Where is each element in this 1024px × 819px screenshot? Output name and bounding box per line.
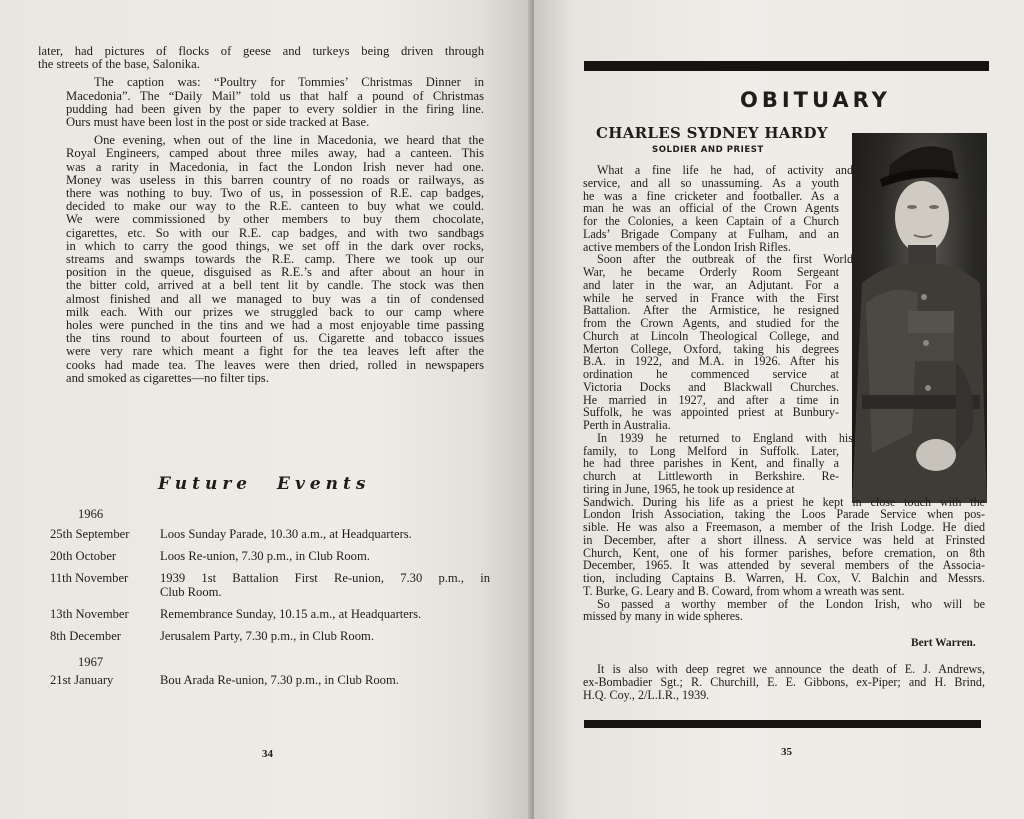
text-line: So passed a worthy member of the London Irish, who will be: [597, 596, 985, 611]
memoir-line: cooks had made tea. The leaves were then dried, rolled in newspapers: [66, 357, 484, 372]
memoir-line: Money was useless in this barren country of no roads or railways, as: [66, 172, 484, 187]
page-number-right: 35: [781, 746, 792, 758]
text-line: ordination he commenced service at: [583, 367, 839, 381]
memoir-line: One evening, when out of the line in Macedonia, we heard that the: [94, 133, 484, 148]
event-description-line: Loos Re-union, 7.30 p.m., in Club Room.: [160, 549, 370, 563]
text-line: tiring in June, 1965, he took up residence at: [583, 481, 795, 496]
future-events-heading: Future Events: [158, 474, 371, 494]
text-line: sible. He was also a Freemason, a member of the Irish Lodge. He died: [583, 520, 985, 534]
memoir-line: were very rare which meant a fight for the tea leaves left after the: [66, 344, 484, 359]
year-label-1967: 1967: [78, 655, 104, 669]
text-line: family, to Long Melford in Suffolk. Later,: [583, 443, 839, 458]
text-line: H.Q. Coy., 2/L.I.R., 1939.: [583, 688, 710, 702]
text-line: he was a fine cricketer and footballer. As a: [583, 188, 839, 203]
text-line: ex-Bombadier Sgt.; R. Churchill, E. E. Gibbons, ex-Piper; and H. Brind,: [583, 675, 985, 689]
event-date: 21st January: [50, 673, 114, 687]
text-line: Suffolk, he was appointed priest at Bunbury-: [583, 405, 839, 420]
text-line: B.A. in 1922, and M.A. in 1926. After his: [583, 354, 839, 369]
event-date: 25th September: [50, 527, 130, 541]
memoir-text: [38, 45, 484, 385]
memoir-line: almost finished and all we managed to buy was a tin of condensed: [66, 291, 484, 306]
text-line: What a fine life he had, of activity and: [597, 163, 853, 177]
year-label-1966: 1966: [78, 507, 104, 521]
bottom-rule: [584, 720, 981, 728]
text-line: War, he became Orderly Room Sergeant: [583, 265, 839, 279]
text-line: church at Littleworth in Berkshire. Re-: [583, 469, 839, 483]
memoir-line: and smoked as cigarettes—no filter tips.: [66, 370, 269, 385]
text-line: Merton College, Oxford, taking his degrees: [583, 341, 839, 356]
memoir-line: The caption was: “Poultry for Tommies’ Christmas Dinner in: [94, 75, 484, 90]
deceased-subtitle: SOLDIER AND PRIEST: [652, 145, 764, 155]
memoir-line: We were commissioned by other members to buy them chocolate,: [66, 212, 484, 227]
obituary-heading: OBITUARY: [740, 88, 891, 112]
text-line: active members of the London Irish Rifles.: [583, 239, 791, 254]
event-description: [160, 673, 490, 687]
memoir-paragraph: [38, 76, 484, 129]
text-line: T. Burke, G. Leary and B. Coward, from whom a wreath was sent.: [583, 583, 905, 598]
deceased-name: CHARLES SYDNEY HARDY: [596, 124, 828, 142]
event-description: [160, 527, 490, 541]
event-description-line: Remembrance Sunday, 10.15 a.m., at Headquarters.: [160, 607, 422, 621]
text-line: London Irish Association, taking the Loos Parade Service when pos-: [583, 507, 985, 522]
memoir-line: streams and swamps towards the R.E. camp. There we took up our: [66, 252, 484, 267]
text-line: Perth in Australia.: [583, 418, 671, 432]
memoir-line: the streets of the base, Salonika.: [38, 57, 200, 72]
memoir-line: milk each. With our prizes we struggled back to our camp where: [66, 304, 484, 319]
text-line: tion, including Captains B. Warren, H. Cox, V. Balchin and Messrs.: [583, 571, 985, 585]
memoir-paragraph: [38, 134, 484, 385]
event-date: 20th October: [50, 549, 117, 563]
additional-deaths-notice: [583, 663, 985, 702]
memoir-line: decided to make our way to the R.E. canteen to buy what we could.: [66, 199, 484, 214]
text-line: while he served in France with the First: [583, 290, 839, 305]
text-line: Battalion. After the Armistice, he resigned: [583, 303, 839, 318]
event-description-line: Club Room.: [160, 585, 222, 599]
event-description: [160, 549, 490, 563]
memoir-line: the bitter cold, arrived at a bell tent lit by candle. The stock was then: [66, 278, 484, 293]
text-line: Victoria Docks and Blackwall Churches.: [583, 379, 839, 394]
event-description: [160, 571, 490, 599]
event-description-line: Loos Sunday Parade, 10.30 a.m., at Headquarters.: [160, 527, 412, 541]
event-date: 8th December: [50, 629, 121, 643]
text-line: It is also with deep regret we announce the death of E. J. Andrews,: [597, 662, 985, 676]
page-number-left: 34: [262, 748, 273, 760]
text-line: man he was an official of the Crown Agents: [583, 201, 839, 216]
memoir-line: Macedonia”. The “Daily Mail” told us that half a pound of Christmas: [66, 88, 484, 103]
text-line: Soon after the outbreak of the first World: [597, 252, 853, 267]
text-line: in December, after a short illness. A service was held at Frinsted: [583, 532, 985, 547]
memoir-line: later, had pictures of flocks of geese and turkeys being driven through: [38, 44, 484, 58]
memoir-line: holes were punched in the tins and we had a most enjoyable time passing: [66, 318, 484, 333]
text-line: from the Crown Agents, and studied for the: [583, 316, 839, 330]
memoir-line: cigarettes, etc. So with our R.E. cap badges, and with two sandbags: [66, 225, 484, 240]
event-description-line: 1939 1st Battalion First Re-union, 7.30 p.m., in: [160, 571, 490, 585]
memoir-line: the tins round to about fourteen of us. Cigarette and tobacco issues: [66, 331, 484, 346]
memoir-line: there was nothing to buy. Two of us, in possession of R.E. cap badges,: [66, 186, 484, 201]
text-line: Lads’ Brigade Company at Fulham, and an: [583, 226, 839, 241]
event-date: 11th November: [50, 571, 129, 585]
author-signature: Bert Warren.: [911, 637, 976, 649]
event-description-line: Jerusalem Party, 7.30 p.m., in Club Room.: [160, 629, 374, 643]
text-line: Church at Lincoln Theological College, and: [583, 328, 839, 343]
top-rule: [584, 61, 989, 71]
memoir-line: position in the queue, disguised as R.E.’s and after about an hour in: [66, 265, 484, 280]
text-line: Church, Kent, one of his former parishes, before cremation, on 8th: [583, 545, 985, 560]
event-description-line: Bou Arada Re-union, 7.30 p.m., in Club Room.: [160, 673, 399, 687]
text-line: Sandwich. During his life as a priest he kept in close touch with the: [583, 494, 985, 509]
event-date: 13th November: [50, 607, 129, 621]
text-line: He married in 1927, and after a time in: [583, 392, 839, 407]
text-line: missed by many in wide spheres.: [583, 609, 743, 624]
memoir-line: pudding had been given by the paper to every soldier in the firing line.: [66, 101, 484, 116]
event-description: [160, 629, 490, 643]
memoir-line: Ours must have been lost in the post or side tracked at Base.: [66, 115, 370, 130]
memoir-line: was a rarity in Macedonia, in fact the London Irish never had one.: [66, 159, 484, 174]
memoir-line: Royal Engineers, camped about three miles away, had a canteen. This: [66, 146, 484, 161]
text-line: December, 1965. It was attended by several members of the Associa-: [583, 558, 985, 573]
event-description: [160, 607, 490, 621]
text-line: In 1939 he returned to England with his: [597, 430, 853, 445]
text-line: for the Colonies, a keen Captain of a Church: [583, 214, 839, 228]
obituary-body: [583, 164, 985, 623]
memoir-line: in which to carry the good things, we set off in the dark over rocks,: [66, 238, 484, 253]
memoir-paragraph: [38, 45, 484, 71]
text-line: service, and all so unassuming. As a youth: [583, 175, 839, 190]
text-line: he had three parishes in Kent, and finally a: [583, 456, 839, 471]
text-line: and later in the war, an Adjutant. For a: [583, 277, 839, 292]
